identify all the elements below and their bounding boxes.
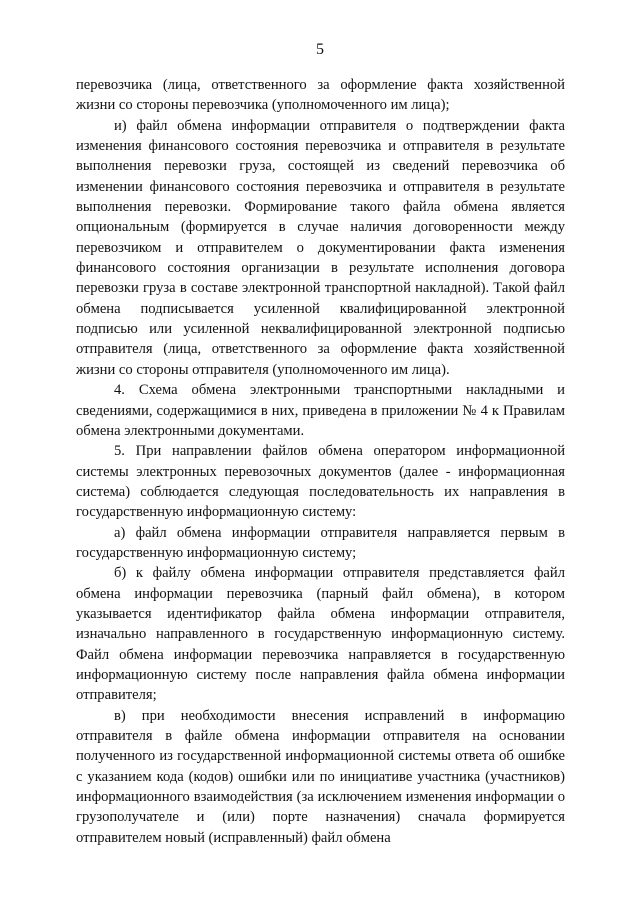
paragraph-item-v: в) при необходимости внесения исправлений в информацию отправителя в файле обмена информации отправителя на основании полученного из государственной информационной системы ответа об ошибке с указанием кода (кодов) ошибки или по инициативе участника (участников) информационного взаимодействия (за исключением изменения информации о грузополучателе и (или) порте назначения) сначала формируется отправителем новый (исправленный) файл обмена	[76, 707, 565, 846]
paragraph-section-4: 4. Схема обмена электронными транспортными накладными и сведениями, содержащимися в них, приведена в приложении № 4 к Правилам обмена электронными документами.	[76, 382, 565, 439]
paragraph-item-i: и) файл обмена информации отправителя о подтверждении факта изменения финансового состояния перевозчика и отправителя в результате выполнения перевозки груза, состоящей из сведений перевозчика об изменении финансового состояния перевозчика и отправителя в результате выполнения перевозки. Формирование такого файла обмена является опциональным (формируется в случае наличия договоренности между перевозчиком и отправителем о документировании факта изменения финансового состояния организации в результате исполнения договора перевозки груза в составе электронной транспортной накладной). Такой файл обмена подписывается усиленной квалифицированной электронной подписью или усиленной неквалифицированной электронной подписью отправителя (лица, ответственного за оформление факта хозяйственной жизни со стороны отправителя (уполномоченного им лица).	[76, 117, 565, 378]
document-body	[76, 75, 565, 848]
paragraph-section-5: 5. При направлении файлов обмена оператором информационной системы электронных перевозочных документов (далее - информационная система) соблюдается следующая последовательность их направления в государственную информационную систему:	[76, 443, 565, 521]
page-number: 5	[316, 41, 324, 58]
paragraph-item-b: б) к файлу обмена информации отправителя представляется файл обмена информации перевозчика (парный файл обмена), в котором указывается идентификатор файла обмена информации отправителя, изначально направленного в государственную информационную систему. Файл обмена информации перевозчика направляется в государственную информационную систему после направления файла обмена информации отправителя;	[76, 565, 565, 704]
paragraph-continuation: перевозчика (лица, ответственного за оформление факта хозяйственной жизни со стороны перевозчика (уполномоченного им лица);	[76, 77, 565, 114]
paragraph-item-a: а) файл обмена информации отправителя направляется первым в государственную информационную систему;	[76, 524, 565, 561]
